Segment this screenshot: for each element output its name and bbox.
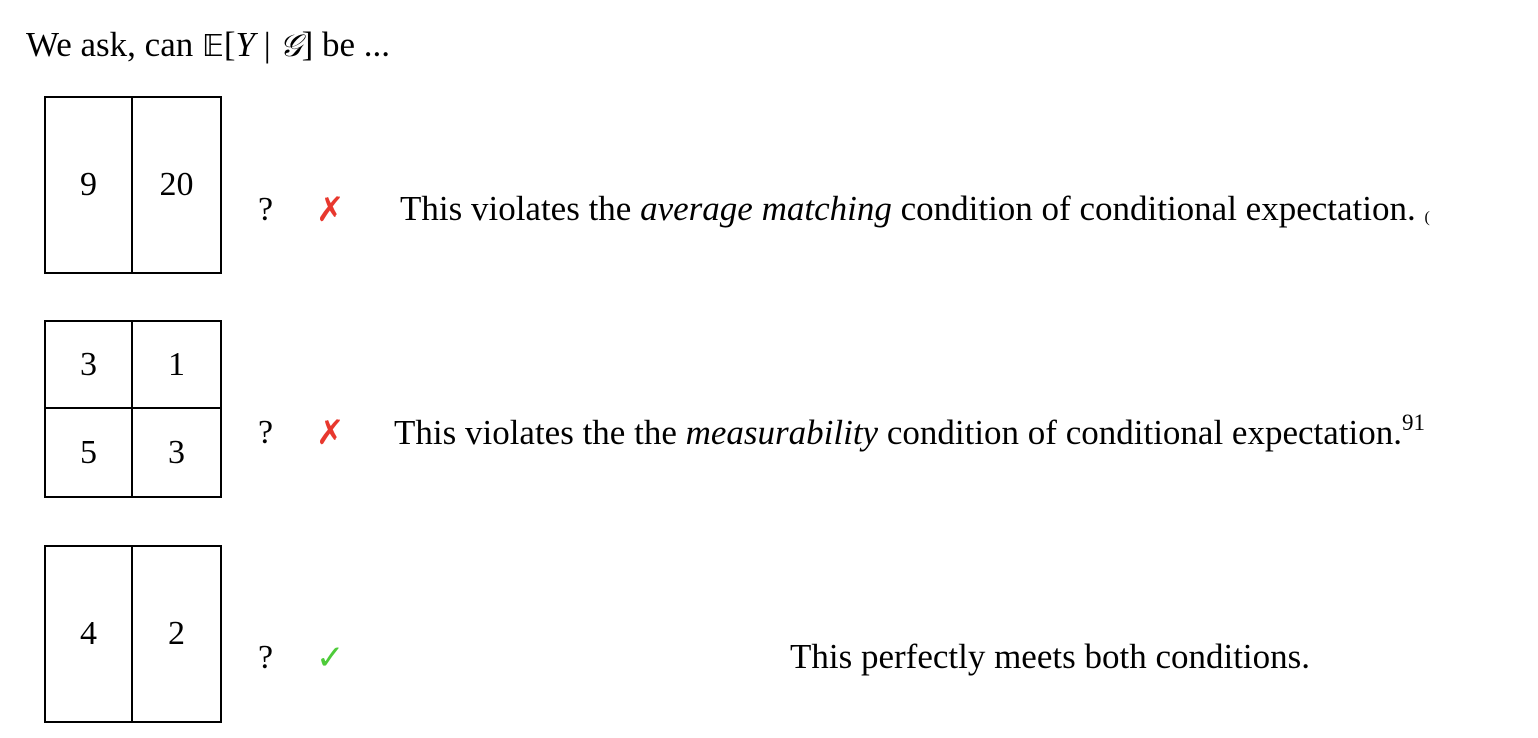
sigma-field-symbol: 𝒢: [279, 28, 302, 64]
candidate-grid-3: [44, 545, 222, 723]
cross-icon: ✗: [316, 413, 345, 453]
close-bracket: ]: [301, 25, 314, 64]
question-heading: [26, 22, 390, 70]
open-bracket: [: [223, 25, 236, 64]
check-icon: ✓: [316, 638, 345, 678]
explanation-text: This violates the: [400, 189, 641, 228]
cross-icon: ✗: [316, 190, 345, 230]
explanation-text: This violates the the: [394, 413, 686, 452]
explanation-text: This perfectly meets both conditions.: [790, 637, 1311, 676]
heading-prefix: We ask, can: [26, 25, 202, 64]
clipped-text: (: [1424, 209, 1430, 226]
explanation-1: [400, 188, 1430, 239]
explanation-text: condition of conditional expectation.: [878, 413, 1402, 452]
given-bar: |: [255, 25, 280, 64]
footnote-marker: 91: [1401, 410, 1425, 435]
question-mark: ?: [258, 191, 274, 228]
grid-cell: 5: [46, 409, 133, 496]
heading-suffix: be ...: [313, 25, 391, 64]
grid-cell: 20: [159, 166, 194, 203]
variable-y: Y: [235, 25, 256, 64]
candidate-grid-1: [44, 96, 222, 274]
explanation-3: [790, 636, 1310, 678]
candidate-grid-2: [44, 320, 222, 498]
grid-cell: 9: [46, 98, 133, 272]
question-mark: ?: [258, 414, 274, 451]
question-mark: ?: [258, 639, 274, 676]
grid-cell: 3: [46, 322, 133, 409]
explanation-2: [394, 412, 1425, 454]
grid-cell: 2: [168, 615, 185, 652]
explanation-text: condition of conditional expectation.: [891, 189, 1416, 228]
explanation-emphasis: average matching: [640, 189, 892, 228]
grid-cell: 1: [133, 322, 220, 409]
grid-cell: 3: [168, 433, 185, 471]
expectation-symbol: 𝔼: [202, 29, 224, 64]
grid-cell: 4: [46, 547, 133, 721]
explanation-emphasis: measurability: [685, 413, 879, 452]
